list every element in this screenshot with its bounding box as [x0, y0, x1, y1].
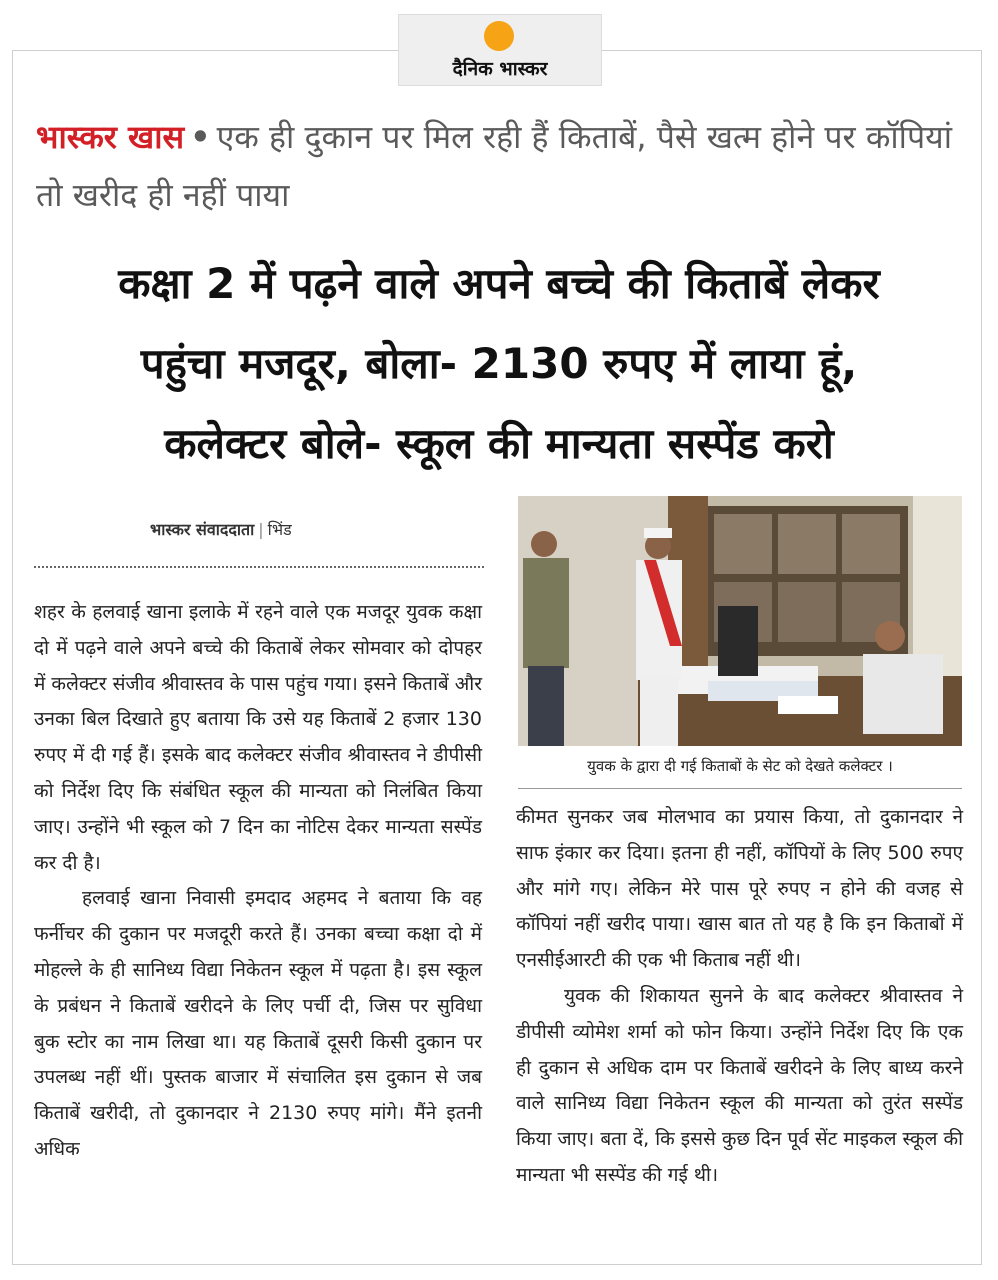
byline-separator: |: [258, 520, 264, 539]
reporter: भास्कर संवाददाता: [150, 520, 255, 539]
body-column-left: [34, 595, 482, 1168]
photo-caption: युवक के द्वारा दी गई किताबों के सेट को देखते कलेक्टर ।: [587, 757, 893, 775]
paragraph: शहर के हलवाई खाना इलाके में रहने वाले एक मजदूर युवक कक्षा दो में पढ़ने वाले अपने बच्चे की किताबें लेकर सोमवार को दोपहर में कलेक्टर संजीव श्रीवास्तव के पास पहुंच गया। इसने किताबें और उनका बिल दिखाते हुए बताया कि उसे यह किताबें 2 हजार 130 रुपए में दी गई हैं। इसके बाद कलेक्टर संजीव श्रीवास्तव ने डीपीसी को निर्देश दिए कि संबंधित स्कूल की मान्यता को निलंबित किया जाए। उन्होंने भी स्कूल को 7 दिन का नोटिस देकर मान्यता सस्पेंड कर दी है।: [34, 601, 482, 874]
byline: [150, 518, 292, 540]
logo-text: दैनिक भास्कर: [452, 58, 548, 80]
paragraph: हलवाई खाना निवासी इमदाद अहमद ने बताया कि वह फर्नीचर की दुकान पर मजदूरी करते हैं। उनका बच्चा कक्षा दो में मोहल्ले के ही सानिध्य विद्या निकेतन स्कूल में पढ़ता है। इस स्कूल के प्रबंधन ने किताबें खरीदने के लिए पर्ची दी, जिस पर सुविधा बुक स्टोर का नाम लिखा था। यह किताबें दूसरी किसी दुकान पर उपलब्ध नहीं थीं। पुस्तक बाजार में संचालित इस दुकान से जब किताबें खरीदी, तो दुकानदार ने 2130 रुपए मांगे। मैंने इतनी अधिक: [34, 887, 482, 1160]
paragraph: कीमत सुनकर जब मोलभाव का प्रयास किया, तो दुकानदार ने साफ इंकार कर दिया। इतना ही नहीं, कॉपियों के लिए 500 रुपए और मांगे गए। लेकिन मेरे पास पूरे रुपए न होने की वजह से कॉपियां नहीं खरीद पाया। खास बात तो यह है कि इन किताबों में एनसीईआरटी की एक भी किताब नहीं थी।: [516, 806, 963, 972]
headline-line: कक्षा 2 में पढ़ने वाले अपने बच्चे की किताबें लेकर: [118, 259, 880, 308]
dotted-divider: [34, 566, 484, 568]
masthead-logo: [398, 14, 602, 86]
headline: [20, 244, 978, 484]
kicker: [36, 108, 966, 224]
sun-icon: [484, 21, 514, 51]
caption-divider: [518, 788, 962, 789]
dateline-location: भिंड: [267, 520, 292, 539]
headline-line: पहुंचा मजदूर, बोला- 2130 रुपए में लाया हूं,: [140, 339, 858, 388]
paragraph: युवक की शिकायत सुनने के बाद कलेक्टर श्रीवास्तव ने डीपीसी व्योमेश शर्मा को फोन किया। उन्होंने निर्देश दिए कि एक ही दुकान से अधिक दाम पर किताबें खरीदने के लिए बाध्य करने वाले सानिध्य विद्या निकेतन स्कूल की मान्यता को तुरंत सस्पेंड किया जाए। बता दें, कि इससे कुछ दिन पूर्व सेंट माइकल स्कूल की मान्यता भी सस्पेंड की गई थी।: [516, 984, 963, 1186]
headline-line: कलेक्टर बोले- स्कूल की मान्यता सस्पेंड करो: [164, 419, 834, 468]
kicker-text: एक ही दुकान पर मिल रही हैं किताबें, पैसे खत्म होने पर कॉपियां तो खरीद ही नहीं पाया: [36, 118, 952, 214]
office-scene-image: [518, 496, 962, 746]
bullet: •: [190, 118, 211, 156]
section-tag: भास्कर खास: [36, 118, 185, 156]
news-photo: [518, 496, 962, 746]
body-column-right: [516, 800, 963, 1194]
